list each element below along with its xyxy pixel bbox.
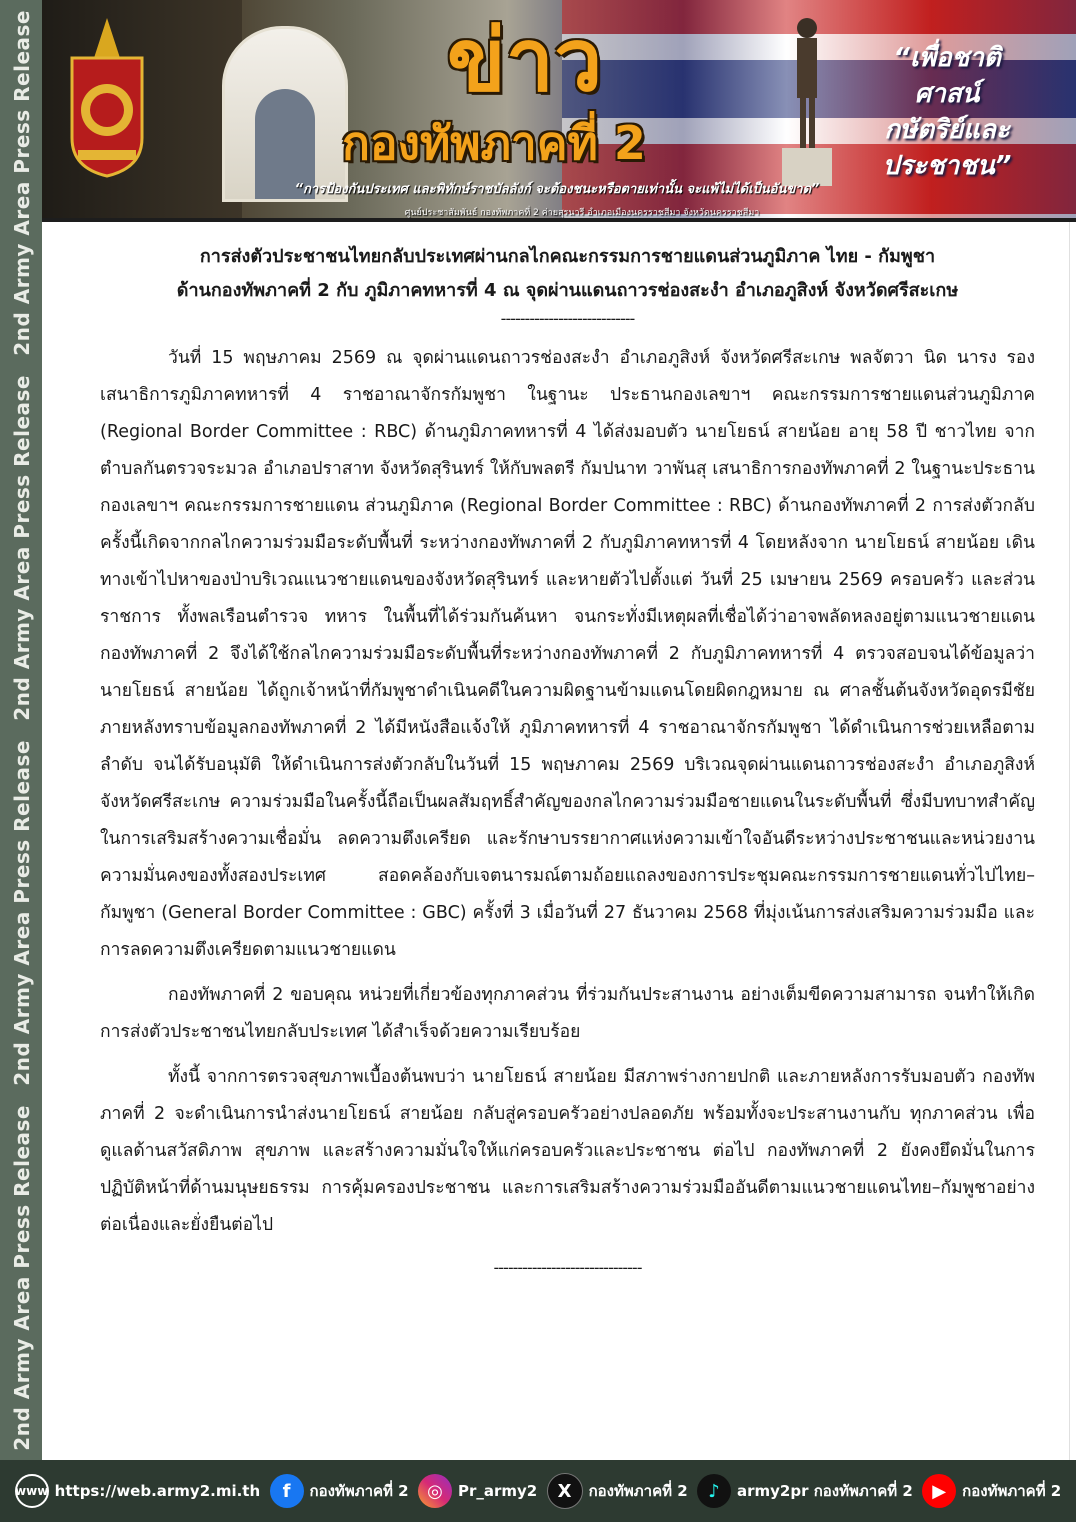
document-title-line2: ด้านกองทัพภาคที่ 2 กับ ภูมิภาคทหารที่ 4 ณ จุดผ่านแดนถาวรช่องสะงำ อำเภอภูสิงห์ จังหวัดศรีสะเกษ: [176, 280, 959, 301]
side-banner-label: 2nd Army Area Press Release: [10, 1104, 34, 1451]
motto-line: ศาสน์: [914, 79, 980, 109]
side-banner: [0, 0, 42, 1460]
side-banner-label: 2nd Army Area Press Release: [10, 9, 34, 356]
website-link[interactable]: [15, 1474, 261, 1508]
tiktok-link[interactable]: [697, 1474, 913, 1508]
army-emblem-icon: [64, 18, 150, 178]
paragraph-2: กองทัพภาคที่ 2 ขอบคุณ หน่วยที่เกี่ยวข้องทุกภาคส่วน ที่ร่วมกันประสานงาน อย่างเต็มขีดความสามารถ จนทำให้เกิดการส่งตัวประชาชนไทยกลับประเทศ ได้สำเร็จด้วยความเรียบร้อย: [100, 985, 1035, 1042]
motto-line: “เพื่อชาติ: [893, 43, 1001, 73]
footer-contact-bar: [0, 1460, 1076, 1522]
document-title-line1: การส่งตัวประชาชนไทยกลับประเทศผ่านกลไกคณะกรรมการชายแดนส่วนภูมิภาค ไทย - กัมพูชา: [199, 246, 936, 267]
header-title-main: ข่าว: [447, 11, 603, 111]
globe-icon: www: [15, 1474, 49, 1508]
youtube-link[interactable]: [922, 1474, 1061, 1508]
facebook-link[interactable]: [270, 1474, 409, 1508]
instagram-label: Pr_army2: [457, 1482, 538, 1500]
header-center-line: ศูนย์ประชาสัมพันธ์ กองทัพภาคที่ 2 ค่ายสุรนารี อำเภอเมืองนครราชสีมา จังหวัดนครราชสีมา: [404, 208, 760, 218]
paragraph-3: ทั้งนี้ จากการตรวจสุขภาพเบื้องต้นพบว่า นายโยธน์ สายน้อย มีสภาพร่างกายปกติ และภายหลังการรับมอบตัว กองทัพภาคที่ 2 จะดำเนินการนำส่งนายโยธน์ สายน้อย กลับสู่ครอบครัวอย่างปลอดภัย พร้อมทั้งจะประสานงานกับ ทุกภาคส่วน เพื่อดูแลด้านสวัสดิภาพ สุขภาพ และสร้างความมั่นใจให้แก่ครอบครัวและประชาชน ต่อไป กองทัพภาคที่ 2 ยังคงยึดมั่นในการปฏิบัติหน้าที่ด้านมนุษยธรรม การคุ้มครองประชาชน และการเสริมสร้างความร่วมมืออันดีตามแนวชายแดนไทย–กัมพูชาอย่างต่อเนื่องและยั่งยืนต่อไป: [100, 1067, 1035, 1235]
youtube-icon: ▶: [922, 1474, 956, 1508]
tiktok-icon: ♪: [697, 1474, 731, 1508]
header-title-sub: กองทัพภาคที่ 2: [342, 116, 646, 170]
instagram-icon: ◎: [418, 1474, 452, 1508]
facebook-icon: f: [270, 1474, 304, 1508]
header-motto: [827, 40, 1067, 184]
motto-line: กษัตริย์และประชาชน”: [882, 115, 1012, 181]
press-release-body: [100, 240, 1035, 1293]
header-oath: “การป้องกันประเทศ และพิทักษ์ราชบัลลังก์ จะต้องชนะหรือตายเท่านั้น จะแพ้ไม่ได้เป็นอันขาด”: [294, 182, 820, 197]
x-icon: X: [547, 1473, 583, 1509]
website-url: https://web.army2.mi.th: [54, 1482, 261, 1500]
header-divider: [42, 218, 1076, 222]
x-label: กองทัพภาคที่ 2: [588, 1482, 688, 1500]
side-banner-label: 2nd Army Area Press Release: [10, 739, 34, 1086]
youtube-label: กองทัพภาคที่ 2: [962, 1482, 1062, 1500]
separator-top: ----------------------------: [500, 309, 635, 328]
camp-gate-image: [222, 26, 348, 202]
tiktok-label: army2pr กองทัพภาคที่ 2: [737, 1482, 913, 1500]
right-border: [1069, 222, 1076, 1460]
facebook-label: กองทัพภาคที่ 2: [309, 1482, 409, 1500]
instagram-link[interactable]: [418, 1474, 537, 1508]
side-banner-label: 2nd Army Area Press Release: [10, 374, 34, 721]
header-banner: [42, 0, 1076, 222]
x-link[interactable]: [547, 1473, 688, 1509]
separator-bottom: -------------------------------: [493, 1258, 642, 1277]
paragraph-1: วันที่ 15 พฤษภาคม 2569 ณ จุดผ่านแดนถาวรช่องสะงำ อำเภอภูสิงห์ จังหวัดศรีสะเกษ พลจัตวา นิด นารง รองเสนาธิการภูมิภาคทหารที่ 4 ราชอาณาจักรกัมพูชา ในฐานะ ประธานกองเลขาฯ คณะกรรมการชายแดนส่วนภูมิภาค (Regional Border Committee : RBC) ด้านภูมิภาคทหารที่ 4 ได้ส่งมอบตัว นายโยธน์ สายน้อย อายุ 58 ปี ชาวไทย จาก ตำบลกันตรวจระมวล อำเภอปราสาท จังหวัดสุรินทร์ ให้กับพลตรี กัมปนาท วาพันสุ เสนาธิการกองทัพภาคที่ 2 ในฐานะประธานกองเลขาฯ คณะกรรมการชายแดน ส่วนภูมิภาค (Regional Border Committee : RBC) ด้านกองทัพภาคที่ 2 การส่งตัวกลับครั้งนี้เกิดจากกลไกความร่วมมือระดับพื้นที่ ระหว่างกองทัพภาคที่ 2 กับภูมิภาคทหารที่ 4 โดยหลังจาก นายโยธน์ สายน้อย เดินทางเข้าไปหาของป่าบริเวณแนวชายแดนของจังหวัดสุรินทร์ และหายตัวไปตั้งแต่ วันที่ 25 เมษายน 2569 ครอบครัว และส่วนราชการ ทั้งพลเรือนตำรวจ ทหาร ในพื้นที่ได้ร่วมกันค้นหา จนกระทั่งมีเหตุผลที่เชื่อได้ว่าอาจพลัดหลงอยู่ตามแนวชายแดน กองทัพภาคที่ 2 จึงได้ใช้กลไกความร่วมมือระดับพื้นที่ระหว่างกองทัพภาคที่ 2 กับภูมิภาคทหารที่ 4 ตรวจสอบจนได้ข้อมูลว่านายโยธน์ สายน้อย ได้ถูกเจ้าหน้าที่กัมพูชาดำเนินคดีในความผิดฐานข้ามแดนโดยผิดกฎหมาย ณ ศาลชั้นต้นจังหวัดอุดรมีชัย ภายหลังทราบข้อมูลกองทัพภาคที่ 2 ได้มีหนังสือแจ้งให้ ภูมิภาคทหารที่ 4 ราชอาณาจักรกัมพูชา ได้ดำเนินการช่วยเหลือตามลำดับ จนได้รับอนุมัติ ให้ดำเนินการส่งตัวกลับในวันที่ 15 พฤษภาคม 2569 บริเวณจุดผ่านแดนถาวรช่องสะงำ อำเภอภูสิงห์ จังหวัดศรีสะเกษ ความร่วมมือในครั้งนี้ถือเป็นผลสัมฤทธิ์สำคัญของกลไกความร่วมมือชายแดนในระดับพื้นที่ ซึ่งมีบทบาทสำคัญในการเสริมสร้างความเชื่อมั่น ลดความตึงเครียด และรักษาบรรยากาศแห่งความเข้าใจอันดีระหว่างประชาชนและหน่วยงานความมั่นคงของทั้งสองประเทศ สอดคล้องกับเจตนารมณ์ตามถ้อยแถลงของการประชุมคณะกรรมการชายแดนทั่วไปไทย–กัมพูชา (General Border Committee : GBC) ครั้งที่ 3 เมื่อวันที่ 27 ธันวาคม 2568 ที่มุ่งเน้นการส่งเสริมความร่วมมือ และการลดความตึงเครียดตามแนวชายแดน: [100, 348, 1036, 960]
